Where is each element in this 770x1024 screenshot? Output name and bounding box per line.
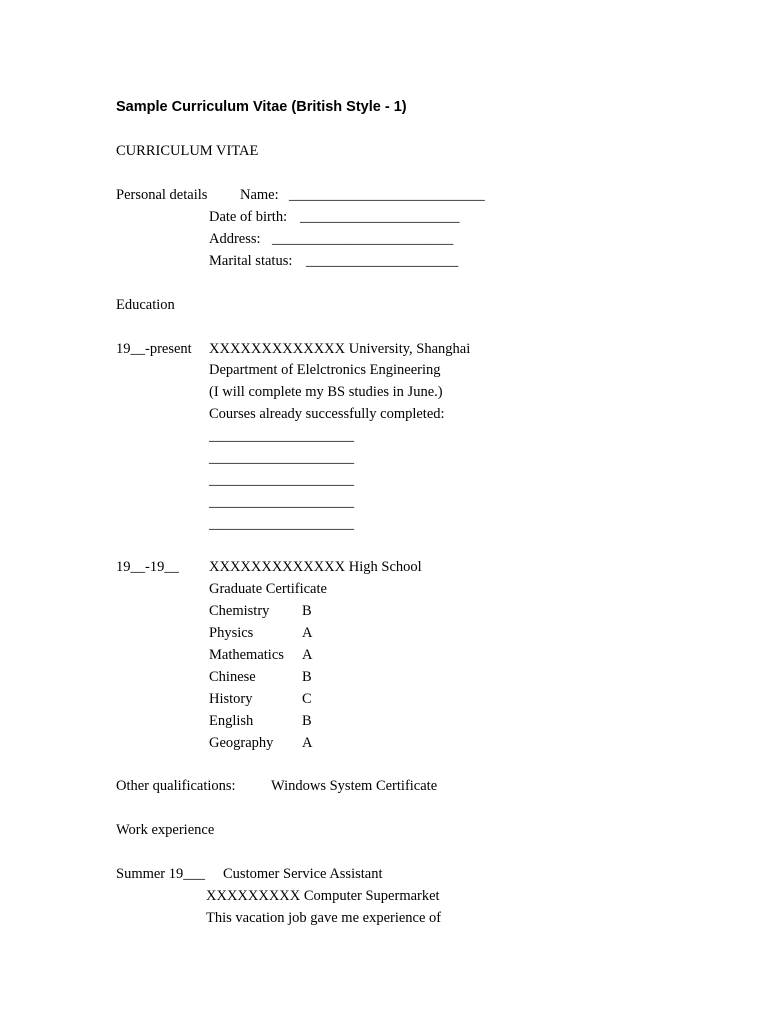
- university-line: XXXXXXXXXXXXX University, Shanghai: [209, 341, 471, 357]
- education-label: Education: [116, 297, 175, 313]
- personal-details-label: Personal details: [116, 187, 208, 203]
- work-role: Customer Service Assistant: [223, 866, 383, 882]
- grade-value: B: [302, 669, 312, 685]
- grade-value: A: [302, 647, 313, 663]
- high-school-line: Graduate Certificate: [209, 581, 327, 597]
- high-school-line: XXXXXXXXXXXXX High School: [209, 559, 422, 575]
- course-blank: ____________________: [209, 494, 354, 510]
- grade-subject: Geography: [209, 735, 274, 751]
- work-period: Summer 19___: [116, 866, 206, 882]
- grade-value: B: [302, 713, 312, 729]
- marital-status-blank: _____________________: [306, 253, 459, 269]
- grade-subject: English: [209, 713, 254, 729]
- course-blank: ____________________: [209, 516, 354, 532]
- course-blank: ____________________: [209, 472, 354, 488]
- other-qualifications-value: Windows System Certificate: [271, 778, 438, 794]
- document-heading: Sample Curriculum Vitae (British Style - 1): [116, 99, 407, 115]
- grade-value: A: [302, 735, 313, 751]
- grade-value: C: [302, 691, 312, 707]
- work-experience-label: Work experience: [116, 822, 215, 838]
- high-school-period: 19__-19__: [116, 559, 179, 575]
- work-line: XXXXXXXXX Computer Supermarket: [206, 888, 440, 904]
- grade-value: A: [302, 625, 313, 641]
- course-blank: ____________________: [209, 450, 354, 466]
- marital-status-label: Marital status:: [209, 253, 293, 269]
- grade-subject: Physics: [209, 625, 254, 641]
- address-label: Address:: [209, 231, 261, 247]
- cv-title: CURRICULUM VITAE: [116, 143, 259, 159]
- other-qualifications-label: Other qualifications:: [116, 778, 236, 794]
- grade-value: B: [302, 603, 312, 619]
- dob-label: Date of birth:: [209, 209, 288, 225]
- grade-subject: Chinese: [209, 669, 256, 685]
- dob-blank: ______________________: [300, 209, 460, 225]
- university-period: 19__-present: [116, 341, 192, 357]
- grade-subject: Chemistry: [209, 603, 270, 619]
- address-blank: _________________________: [272, 231, 454, 247]
- university-line: Courses already successfully completed:: [209, 406, 445, 422]
- university-line: Department of Elelctronics Engineering: [209, 362, 441, 378]
- course-blank: ____________________: [209, 428, 354, 444]
- name-label: Name:: [240, 187, 279, 203]
- work-line: This vacation job gave me experience of: [206, 910, 442, 926]
- university-line: (I will complete my BS studies in June.): [209, 384, 443, 400]
- grade-subject: Mathematics: [209, 647, 284, 663]
- grade-subject: History: [209, 691, 253, 707]
- name-blank: ___________________________: [289, 187, 485, 203]
